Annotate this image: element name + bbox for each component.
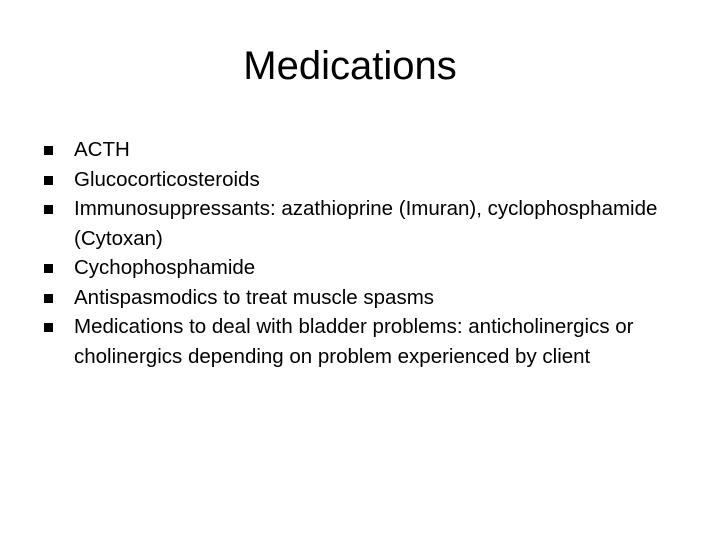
square-bullet-icon <box>44 205 53 214</box>
bullet-item-glucocorticosteroids <box>44 165 684 195</box>
bullet-text: Antispasmodics to treat muscle spasms <box>74 285 435 309</box>
bullet-item-antispasmodics <box>44 283 684 313</box>
bullet-text: Cychophosphamide <box>74 256 256 279</box>
bullet-item-acth <box>44 135 684 165</box>
slide-title: Medications <box>243 44 457 88</box>
bullet-list <box>44 135 684 371</box>
square-bullet-icon <box>44 294 53 303</box>
bullet-text: Immunosuppressants: azathioprine (Imuran), cyclophosphamide (Cytoxan) <box>74 197 658 250</box>
square-bullet-icon <box>44 323 53 332</box>
bullet-text: Glucocorticosteroids <box>74 167 260 191</box>
bullet-text: Medications to deal with bladder problems: anticholinergics or cholinergics depending on problem experienced by client <box>74 315 634 368</box>
bullet-item-cychophosphamide <box>44 253 684 283</box>
bullet-item-immunosuppressants <box>44 194 684 253</box>
bullet-item-bladder-medications <box>44 312 684 371</box>
square-bullet-icon <box>44 176 53 185</box>
square-bullet-icon <box>44 146 53 155</box>
bullet-text: ACTH <box>74 138 130 161</box>
square-bullet-icon <box>44 264 53 273</box>
